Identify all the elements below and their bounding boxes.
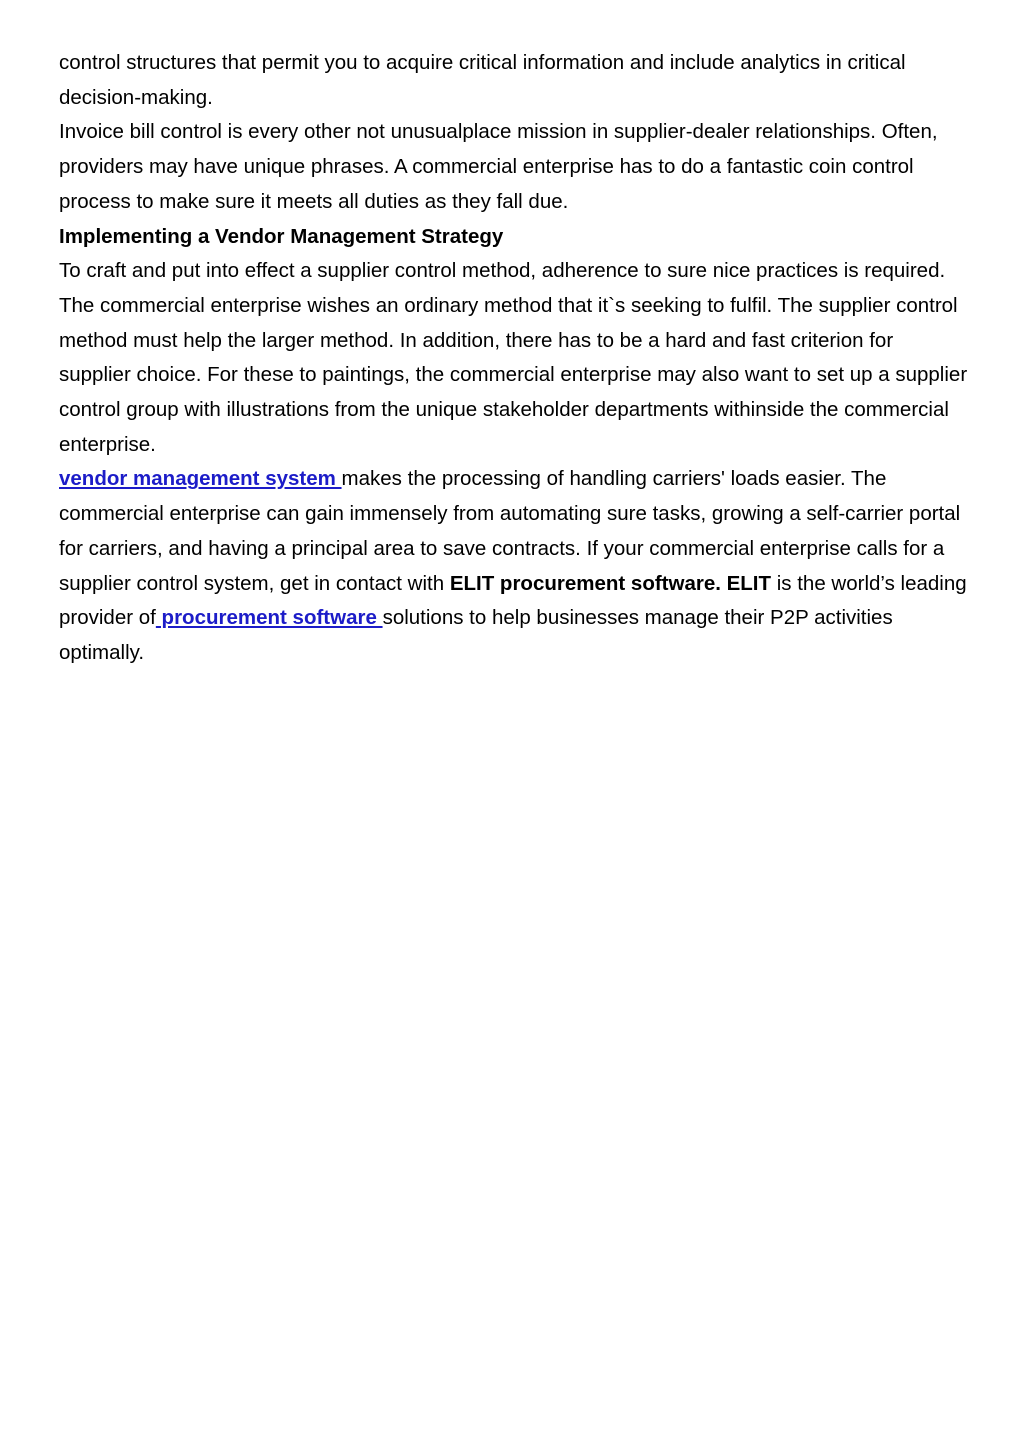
procurement-software-link[interactable]: procurement software — [155, 606, 383, 630]
paragraph-invoice-control: Invoice bill control is every other not unusualplace mission in supplier-dealer relationships. Often, providers may have unique phrases. A commercial enterprise has to do a fantastic coin control process to make sure it meets all duties as they fall due. — [59, 120, 938, 213]
paragraph-text: makes the processing of handling carriers' loads easier. The commercial enterprise can gain immensely from automating sure tasks, growing a self-carrier portal for carriers, and having a principal area to save contracts. If your commercial enterprise calls for a supplier control system, get in contact with — [59, 467, 961, 595]
paragraph-best-practices: To craft and put into effect a supplier control method, adherence to sure nice practices is required. — [59, 259, 946, 283]
paragraph-text: is the world’s leading provider of — [59, 571, 967, 630]
paragraph-intro-continuation: control structures that permit you to acquire critical information and include analytics in critical decision-making. — [59, 51, 906, 109]
section-heading: Implementing a Vendor Management Strategy — [59, 224, 504, 248]
paragraph-text: solutions to help businesses manage their P2P activities optimally. — [59, 606, 893, 664]
vendor-management-system-link[interactable]: vendor management system — [59, 467, 342, 491]
paragraph-strategy: The commercial enterprise wishes an ordinary method that it`s seeking to fulfil. The supplier control method must help the larger method. In addition, there has to be a hard and fast criterion for supplier choice. For these to paintings, the commercial enterprise may also want to set up a supplier control group with illustrations from the unique stakeholder departments withinside the commercial enterprise. — [59, 293, 968, 456]
document-body — [59, 46, 969, 671]
elit-brand-text: ELIT procurement software. ELIT — [449, 571, 772, 595]
paragraph-vendor-system — [59, 462, 969, 670]
